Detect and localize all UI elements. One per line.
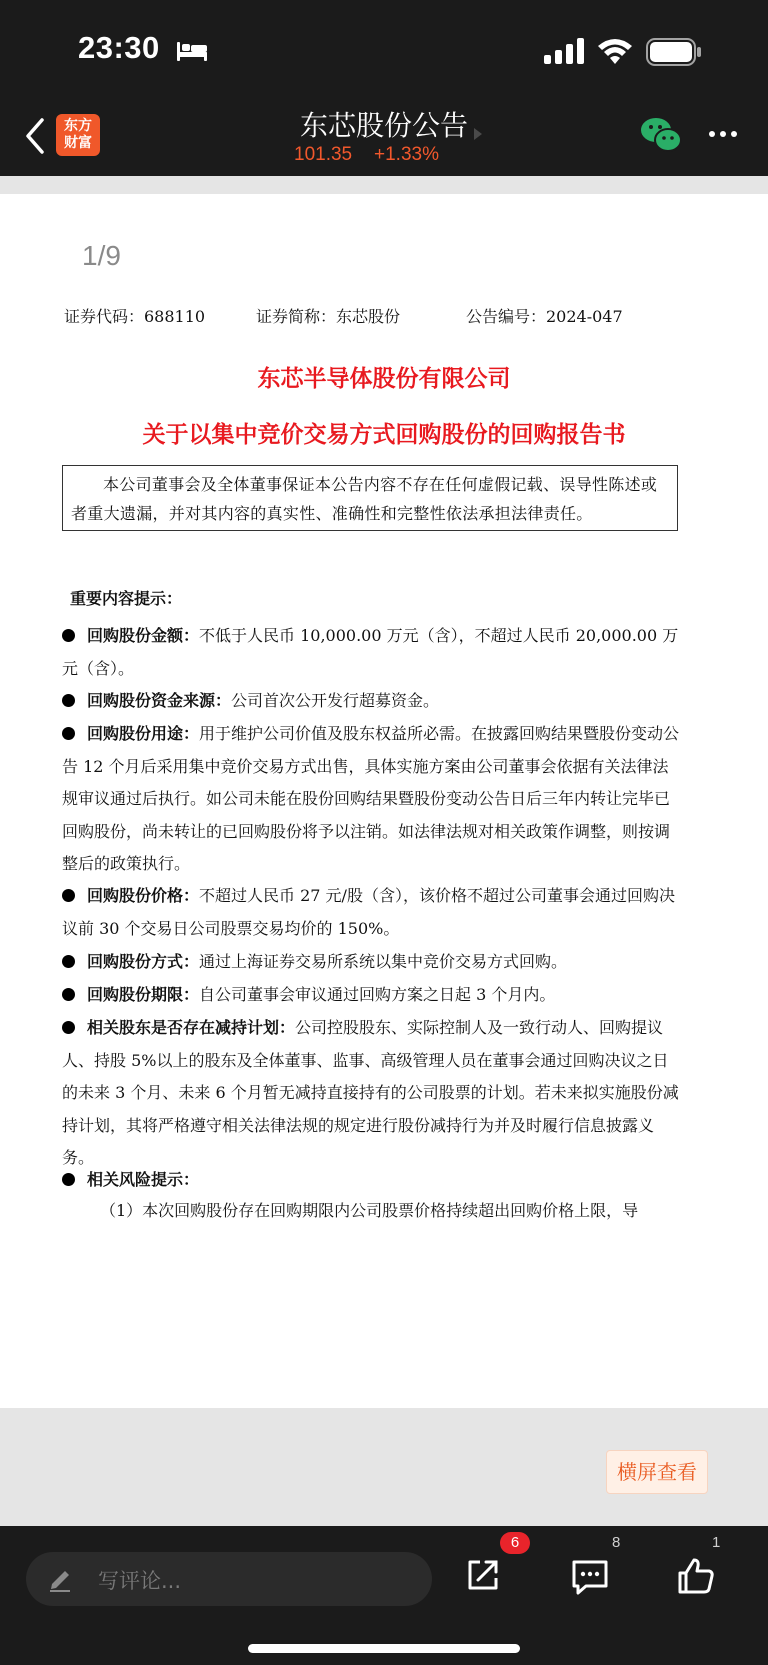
page-title: 东芯股份公告 [299,109,468,142]
stock-price: 101.35 [294,144,353,165]
bullet-dot-icon [62,727,75,740]
bullet-price [62,880,680,945]
pencil-icon [48,1566,74,1592]
sleep-focus-icon [176,40,208,62]
security-short-name: 证券简称：东芯股份 [256,307,401,326]
bullet-dot-icon [62,1021,75,1034]
like-count: 1 [712,1534,721,1551]
stock-change: +1.33% [374,144,439,165]
bullet-purpose [62,718,680,881]
bullet-label: 相关风险提示： [87,1170,200,1189]
bullet-text: 公司首次公开发行超募资金。 [231,691,440,710]
bullet-risk [62,1164,680,1197]
bottom-toolbar [0,1526,768,1665]
bullet-text: 不低于人民币 10,000.00 万元（含），不超过人民币 20,000.00 万元（含）。 [62,626,679,678]
key-content-heading: 重要内容提示： [70,589,183,608]
bullet-label: 回购股份资金来源： [87,691,232,710]
home-indicator [248,1644,520,1653]
bullet-label: 回购股份期限： [87,985,200,1004]
bullet-label: 回购股份价格： [87,886,200,905]
cellular-signal-icon [544,38,584,64]
page-counter: 1/9 [82,240,121,271]
bullet-text: 自公司董事会审议通过回购方案之日起 3 个月内。 [199,985,556,1004]
share-count-badge: 6 [500,1532,530,1554]
comment-placeholder: 写评论... [98,1569,182,1593]
battery-icon [646,38,702,66]
landscape-view-button[interactable]: 横屏查看 [606,1450,708,1494]
risk-item-1: （1）本次回购股份存在回购期限内公司股票价格持续超出回购价格上限，导 [100,1201,639,1220]
status-bar [0,0,768,100]
announcement-number: 公告编号：2024-047 [466,307,623,326]
comment-input[interactable] [26,1552,432,1606]
wechat-share-icon[interactable] [640,116,682,154]
bullet-method [62,946,680,979]
bullet-dot-icon [62,629,75,642]
bullet-dot-icon [62,1173,75,1186]
bullet-repurchase-amount [62,620,680,685]
app-logo-line1: 东方 [64,118,92,134]
bullet-text: 用于维护公司价值及股东权益所必需。在披露回购结果暨股份变动公告 12 个月后采用集中竞价交易方式出售，具体实施方案由公司董事会依据有关法律法规审议通过后执行。如公司未能在股份回购结果暨股份变动公告日后三年内转让完毕已回购股份，尚未转让的已回购股份将予以注销。如法律法规对相关政策作调整，则按调整后的政策执行。 [62,724,680,873]
bullet-period [62,979,680,1012]
report-title: 关于以集中竞价交易方式回购股份的回购报告书 [142,422,626,448]
wifi-icon [596,36,634,66]
bullet-dot-icon [62,988,75,1001]
bullet-label: 相关股东是否存在减持计划： [87,1018,296,1037]
bullet-dot-icon [62,889,75,902]
app-logo-line2: 财富 [64,135,92,151]
more-options-icon[interactable] [708,130,738,138]
document-viewer[interactable] [0,176,768,1526]
company-title: 东芯半导体股份有限公司 [257,366,511,392]
bullet-text: 通过上海证券交易所系统以集中竞价交易方式回购。 [199,952,568,971]
bullet-label: 回购股份方式： [87,952,200,971]
security-code: 证券代码：688110 [64,307,206,326]
bullet-dot-icon [62,955,75,968]
comment-count: 8 [612,1534,621,1551]
bullet-label: 回购股份金额： [87,626,200,645]
disclaimer-box: 本公司董事会及全体董事保证本公告内容不存在任何虚假记载、误导性陈述或者重大遗漏，并对其内容的真实性、准确性和完整性依法承担法律责任。 [62,465,678,531]
bullet-fund-source [62,685,680,718]
bullet-text: 公司控股股东、实际控制人及一致行动人、回购提议人、持股 5%以上的股东及全体董事、监事、高级管理人员在董事会通过回购决议之日的未来 3 个月、未来 6 个月暂无减持直接持有的公司股票的计划。若未来拟实施股份减持计划，其将严格遵守相关法律法规的规定进行股份减持行为并及时履行信息披露义务。 [62,1018,679,1167]
thumbs-up-icon[interactable] [676,1556,716,1596]
document-page [0,194,768,1408]
bullet-label: 回购股份用途： [87,724,200,743]
status-time: 23:30 [78,30,160,65]
nav-bar [0,100,768,176]
bullet-text: 不超过人民币 27 元/股（含），该价格不超过公司董事会通过回购决议前 30 个交易日公司股票交易均价的 150%。 [62,886,675,938]
bullet-dot-icon [62,694,75,707]
comment-icon[interactable] [570,1558,610,1596]
share-icon[interactable] [464,1556,502,1594]
caret-right-icon [474,128,482,140]
bullet-reduction-plan [62,1012,680,1175]
